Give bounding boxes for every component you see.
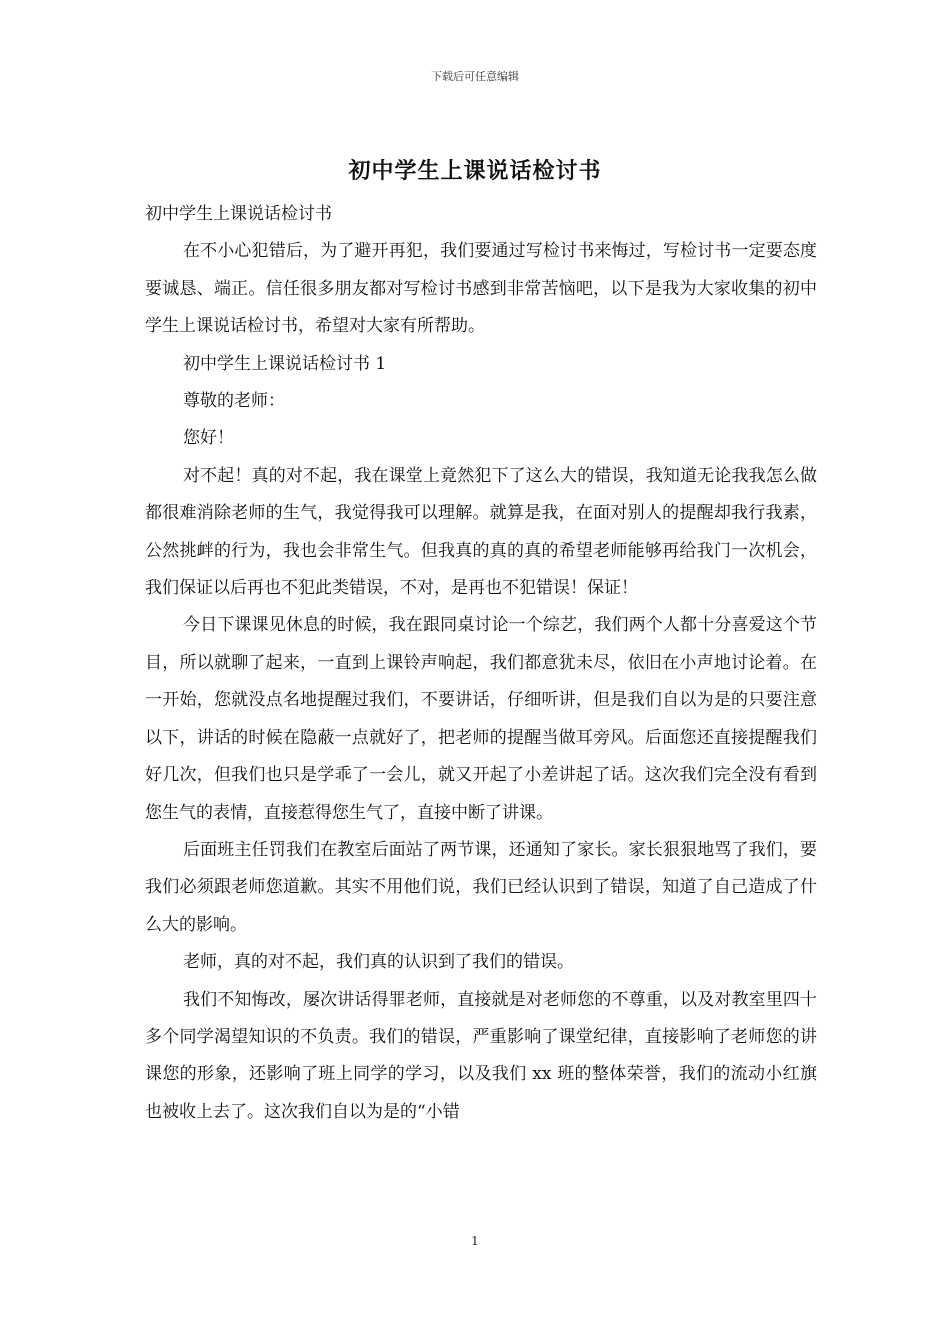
paragraph: 今日下课课见休息的时候，我在跟同桌讨论一个综艺，我们两个人都十分喜爱这个节目，所以就聊了起来，一直到上课铃声响起，我们都意犹未尽，依旧在小声地讨论着。在一开始，您就没点名地提醒过我们，不要讲话，仔细听讲，但是我们自以为是的只要注意以下，讲话的时候在隐蔽一点就好了，把老师的提醒当做耳旁风。后面您还直接提醒我们好几次，但我们也只是学乖了一会儿，就又开起了小差讲起了话。这次我们完全没有看到您生气的表情，直接惹得您生气了，直接中断了讲课。: [145, 615, 817, 823]
paragraph: 初中学生上课说话检讨书: [145, 204, 332, 224]
document-body: [145, 196, 817, 1131]
paragraph: 老师，真的对不起，我们真的认识到了我们的错误。: [183, 952, 574, 973]
paragraph: 后面班主任罚我们在教室后面站了两节课，还通知了家长。家长狠狠地骂了我们，要我们必须跟老师您道歉。其实不用他们说，我们已经认识到了错误，知道了自己造成了什么大的影响。: [145, 839, 817, 935]
paragraph: 您好！: [183, 428, 234, 449]
header-note: 下载后可任意编辑: [431, 70, 519, 83]
paragraph: 尊敬的老师：: [183, 391, 285, 412]
page-number: 1: [471, 1234, 479, 1248]
paragraph: 对不起！真的对不起，我在课堂上竟然犯下了这么大的错误，我知道无论我我怎么做都很难消除老师的生气，我觉得我可以理解。就算是我，在面对别人的提醒却我行我素，公然挑衅的行为，我也会非常生气。但我真的真的真的希望老师能够再给我门一次机会，我们保证以后再也不犯此类错误，不对，是再也不犯错误！保证！: [145, 465, 817, 599]
paragraph: 在不小心犯错后，为了避开再犯，我们要通过写检讨书来悔过，写检讨书一定要态度要诚恳、端正。信任很多朋友都对写检讨书感到非常苦恼吧，以下是我为大家收集的初中学生上课说话检讨书，希望对大家有所帮助。: [145, 241, 817, 337]
paragraph: 我们不知悔改，屡次讲话得罪老师，直接就是对老师您的不尊重，以及对教室里四十多个同学渴望知识的不负责。我们的错误，严重影响了课堂纪律，直接影响了老师您的讲课您的形象，还影响了班上同学的学习，以及我们 xx 班的整体荣誉，我们的流动小红旗也被收上去了。这次我们自以为是的“小错: [145, 989, 817, 1122]
document-title: 初中学生上课说话检讨书: [348, 158, 602, 184]
paragraph: 初中学生上课说话检讨书 1: [183, 353, 387, 374]
